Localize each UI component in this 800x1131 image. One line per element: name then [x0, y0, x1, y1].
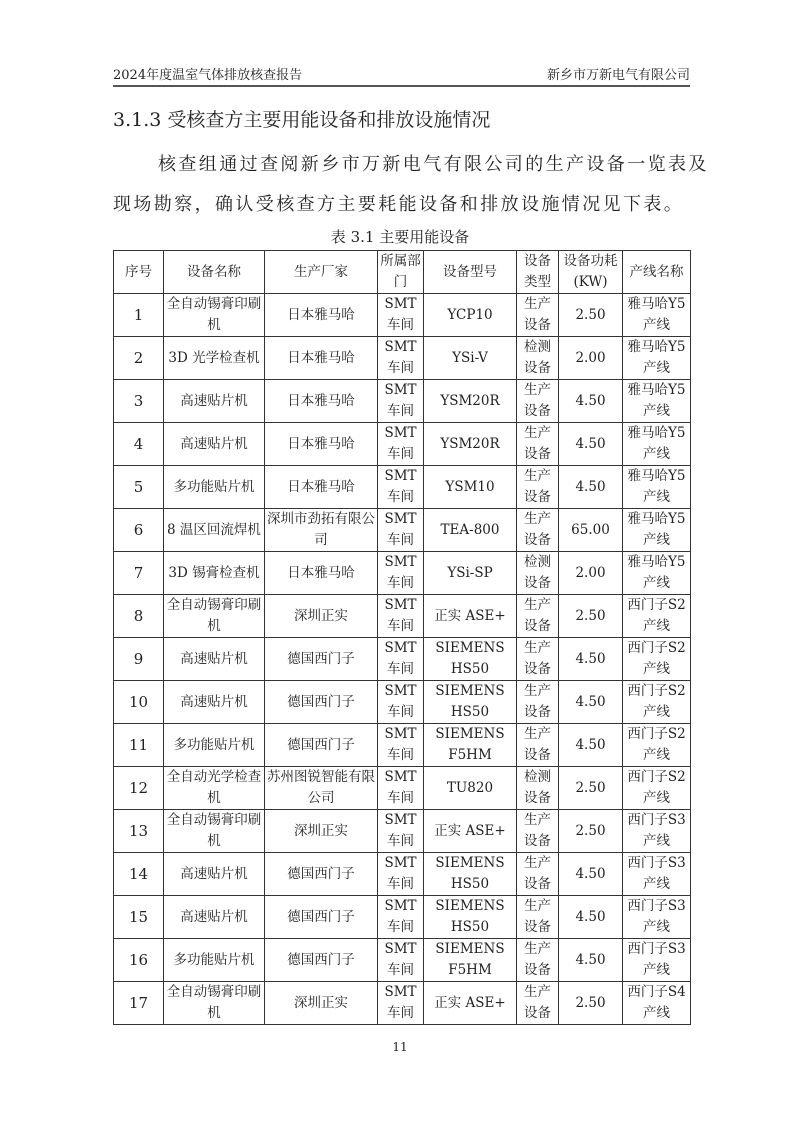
table-cell: 4 — [114, 423, 164, 466]
table-cell: 全自动锡膏印刷机 — [164, 595, 265, 638]
column-header: 序号 — [114, 251, 164, 294]
table-cell: 3D 锡膏检查机 — [164, 552, 265, 595]
table-cell: SIEMENS HS50 — [424, 853, 517, 896]
table-cell: SIEMENS HS50 — [424, 681, 517, 724]
table-row — [114, 380, 691, 423]
table-cell: 德国西门子 — [265, 853, 378, 896]
column-header: 设备型号 — [424, 251, 517, 294]
table-cell: 高速贴片机 — [164, 853, 265, 896]
table-caption: 表 3.1 主要用能设备 — [330, 228, 470, 246]
table-cell: 9 — [114, 638, 164, 681]
table-cell: 2.00 — [559, 337, 623, 380]
table-cell: 多功能贴片机 — [164, 466, 265, 509]
table-cell: SMT车间 — [378, 294, 424, 337]
table-cell: 全自动锡膏印刷机 — [164, 810, 265, 853]
table-cell: SMT车间 — [378, 509, 424, 552]
table-cell: TEA-800 — [424, 509, 517, 552]
table-cell: 日本雅马哈 — [265, 466, 378, 509]
table-cell: 苏州图锐智能有限公司 — [265, 767, 378, 810]
table-cell: 全自动锡膏印刷机 — [164, 294, 265, 337]
table-cell: SIEMENS HS50 — [424, 638, 517, 681]
table-cell: 高速贴片机 — [164, 896, 265, 939]
table-cell: 深圳市劲拓有限公司 — [265, 509, 378, 552]
equipment-table — [113, 250, 691, 1025]
table-cell: 雅马哈Y5 产线 — [623, 380, 691, 423]
paragraph-line-1: 核查组通过查阅新乡市万新电气有限公司的生产设备一览表及 — [158, 154, 709, 175]
table-cell: 2.50 — [559, 595, 623, 638]
table-cell: SMT车间 — [378, 595, 424, 638]
table-cell: SMT车间 — [378, 767, 424, 810]
table-cell: 4.50 — [559, 853, 623, 896]
table-cell: YSM10 — [424, 466, 517, 509]
table-cell: 德国西门子 — [265, 724, 378, 767]
table-row — [114, 337, 691, 380]
table-cell: 2 — [114, 337, 164, 380]
table-cell: 4.50 — [559, 466, 623, 509]
table-cell: 检测设备 — [517, 767, 559, 810]
table-cell: 检测设备 — [517, 337, 559, 380]
table-cell: 7 — [114, 552, 164, 595]
table-cell: SMT车间 — [378, 939, 424, 982]
table-cell: 4.50 — [559, 896, 623, 939]
table-cell: SMT车间 — [378, 681, 424, 724]
table-row — [114, 810, 691, 853]
table-cell: 4.50 — [559, 681, 623, 724]
table-cell: 西门子S3 产线 — [623, 939, 691, 982]
table-cell: 1 — [114, 294, 164, 337]
table-cell: SMT车间 — [378, 896, 424, 939]
table-cell: SMT车间 — [378, 466, 424, 509]
table-row — [114, 638, 691, 681]
section-title: 3.1.3 受核查方主要用能设备和排放设施情况 — [113, 109, 491, 131]
table-cell: 西门子S3 产线 — [623, 810, 691, 853]
table-cell: SMT车间 — [378, 552, 424, 595]
table-cell: 正实 ASE+ — [424, 810, 517, 853]
table-cell: 日本雅马哈 — [265, 423, 378, 466]
paragraph-line-2: 现场勘察，确认受核查方主要耗能设备和排放设施情况见下表。 — [113, 194, 685, 215]
table-cell: 高速贴片机 — [164, 638, 265, 681]
table-cell: 65.00 — [559, 509, 623, 552]
table-cell: 雅马哈Y5 产线 — [623, 552, 691, 595]
table-row — [114, 466, 691, 509]
table-cell: 2.50 — [559, 810, 623, 853]
table-cell: 生产设备 — [517, 896, 559, 939]
table-cell: 3D 光学检查机 — [164, 337, 265, 380]
table-cell: 2.50 — [559, 767, 623, 810]
header-divider — [113, 85, 690, 87]
table-cell: 全自动锡膏印刷机 — [164, 982, 265, 1025]
table-cell: 西门子S3 产线 — [623, 896, 691, 939]
table-cell: 2.00 — [559, 552, 623, 595]
table-cell: 8 温区回流焊机 — [164, 509, 265, 552]
table-row — [114, 423, 691, 466]
table-cell: 17 — [114, 982, 164, 1025]
table-cell: SMT车间 — [378, 810, 424, 853]
table-cell: SMT车间 — [378, 337, 424, 380]
table-cell: 雅马哈Y5 产线 — [623, 466, 691, 509]
table-cell: 生产设备 — [517, 423, 559, 466]
table-cell: 生产设备 — [517, 466, 559, 509]
table-cell: 检测设备 — [517, 552, 559, 595]
table-cell: 西门子S2 产线 — [623, 638, 691, 681]
table-cell: 生产设备 — [517, 853, 559, 896]
page-number: 11 — [392, 1040, 408, 1054]
table-row — [114, 724, 691, 767]
table-cell: 西门子S2 产线 — [623, 595, 691, 638]
table-cell: 德国西门子 — [265, 638, 378, 681]
table-cell: 深圳正实 — [265, 595, 378, 638]
table-row — [114, 595, 691, 638]
column-header: 生产厂家 — [265, 251, 378, 294]
table-cell: 高速贴片机 — [164, 423, 265, 466]
table-cell: 高速贴片机 — [164, 380, 265, 423]
table-cell: 生产设备 — [517, 509, 559, 552]
table-cell: 西门子S4 产线 — [623, 982, 691, 1025]
table-cell: 生产设备 — [517, 681, 559, 724]
table-cell: SIEMENS F5HM — [424, 939, 517, 982]
table-cell: 西门子S2 产线 — [623, 724, 691, 767]
table-cell: 16 — [114, 939, 164, 982]
table-cell: 生产设备 — [517, 595, 559, 638]
table-row — [114, 681, 691, 724]
table-cell: YSM20R — [424, 423, 517, 466]
header-report-title: 2024年度温室气体排放核查报告 — [113, 68, 303, 83]
table-row — [114, 294, 691, 337]
table-cell: 生产设备 — [517, 724, 559, 767]
table-cell: 日本雅马哈 — [265, 337, 378, 380]
table-cell: 德国西门子 — [265, 939, 378, 982]
column-header: 所属部门 — [378, 251, 424, 294]
table-cell: YCP10 — [424, 294, 517, 337]
table-cell: 8 — [114, 595, 164, 638]
table-cell: 正实 ASE+ — [424, 595, 517, 638]
table-cell: 西门子S2 产线 — [623, 681, 691, 724]
table-cell: 2.50 — [559, 294, 623, 337]
table-cell: SMT车间 — [378, 380, 424, 423]
table-cell: 11 — [114, 724, 164, 767]
table-row — [114, 853, 691, 896]
table-cell: YSi-SP — [424, 552, 517, 595]
table-cell: 12 — [114, 767, 164, 810]
table-row — [114, 939, 691, 982]
table-cell: 生产设备 — [517, 380, 559, 423]
table-cell: 日本雅马哈 — [265, 552, 378, 595]
table-cell: 日本雅马哈 — [265, 294, 378, 337]
table-row — [114, 896, 691, 939]
header-company: 新乡市万新电气有限公司 — [546, 68, 690, 83]
table-cell: 5 — [114, 466, 164, 509]
table-cell: YSi-V — [424, 337, 517, 380]
table-row — [114, 509, 691, 552]
table-cell: 雅马哈Y5 产线 — [623, 294, 691, 337]
table-cell: SMT车间 — [378, 853, 424, 896]
table-cell: 西门子S2 产线 — [623, 767, 691, 810]
table-cell: 生产设备 — [517, 939, 559, 982]
table-cell: 多功能贴片机 — [164, 724, 265, 767]
table-cell: 15 — [114, 896, 164, 939]
table-cell: YSM20R — [424, 380, 517, 423]
table-cell: 13 — [114, 810, 164, 853]
column-header: 设备功耗(KW) — [559, 251, 623, 294]
table-cell: 生产设备 — [517, 810, 559, 853]
table-cell: 4.50 — [559, 724, 623, 767]
table-cell: 德国西门子 — [265, 681, 378, 724]
column-header: 设备类型 — [517, 251, 559, 294]
table-row — [114, 767, 691, 810]
table-cell: SMT车间 — [378, 638, 424, 681]
column-header: 产线名称 — [623, 251, 691, 294]
table-cell: 生产设备 — [517, 294, 559, 337]
table-cell: 14 — [114, 853, 164, 896]
table-cell: 10 — [114, 681, 164, 724]
table-header-row — [114, 251, 691, 294]
table-cell: 西门子S3 产线 — [623, 853, 691, 896]
table-cell: 4.50 — [559, 423, 623, 466]
table-row — [114, 982, 691, 1025]
table-cell: 6 — [114, 509, 164, 552]
table-cell: 深圳正实 — [265, 810, 378, 853]
table-cell: 多功能贴片机 — [164, 939, 265, 982]
table-cell: 2.50 — [559, 982, 623, 1025]
table-cell: 德国西门子 — [265, 896, 378, 939]
table-row — [114, 552, 691, 595]
table-cell: 4.50 — [559, 939, 623, 982]
table-cell: 高速贴片机 — [164, 681, 265, 724]
table-cell: SMT车间 — [378, 423, 424, 466]
table-cell: SIEMENS F5HM — [424, 724, 517, 767]
table-cell: 雅马哈Y5 产线 — [623, 423, 691, 466]
table-cell: 生产设备 — [517, 982, 559, 1025]
table-cell: TU820 — [424, 767, 517, 810]
table-cell: 雅马哈Y5 产线 — [623, 337, 691, 380]
table-cell: 雅马哈Y5 产线 — [623, 509, 691, 552]
table-cell: 正实 ASE+ — [424, 982, 517, 1025]
table-cell: SMT车间 — [378, 982, 424, 1025]
table-cell: 生产设备 — [517, 638, 559, 681]
table-cell: 全自动光学检查机 — [164, 767, 265, 810]
table-cell: 4.50 — [559, 638, 623, 681]
table-cell: 3 — [114, 380, 164, 423]
table-cell: 深圳正实 — [265, 982, 378, 1025]
table-cell: 4.50 — [559, 380, 623, 423]
table-cell: 日本雅马哈 — [265, 380, 378, 423]
table-cell: SMT车间 — [378, 724, 424, 767]
table-cell: SIEMENS HS50 — [424, 896, 517, 939]
column-header: 设备名称 — [164, 251, 265, 294]
